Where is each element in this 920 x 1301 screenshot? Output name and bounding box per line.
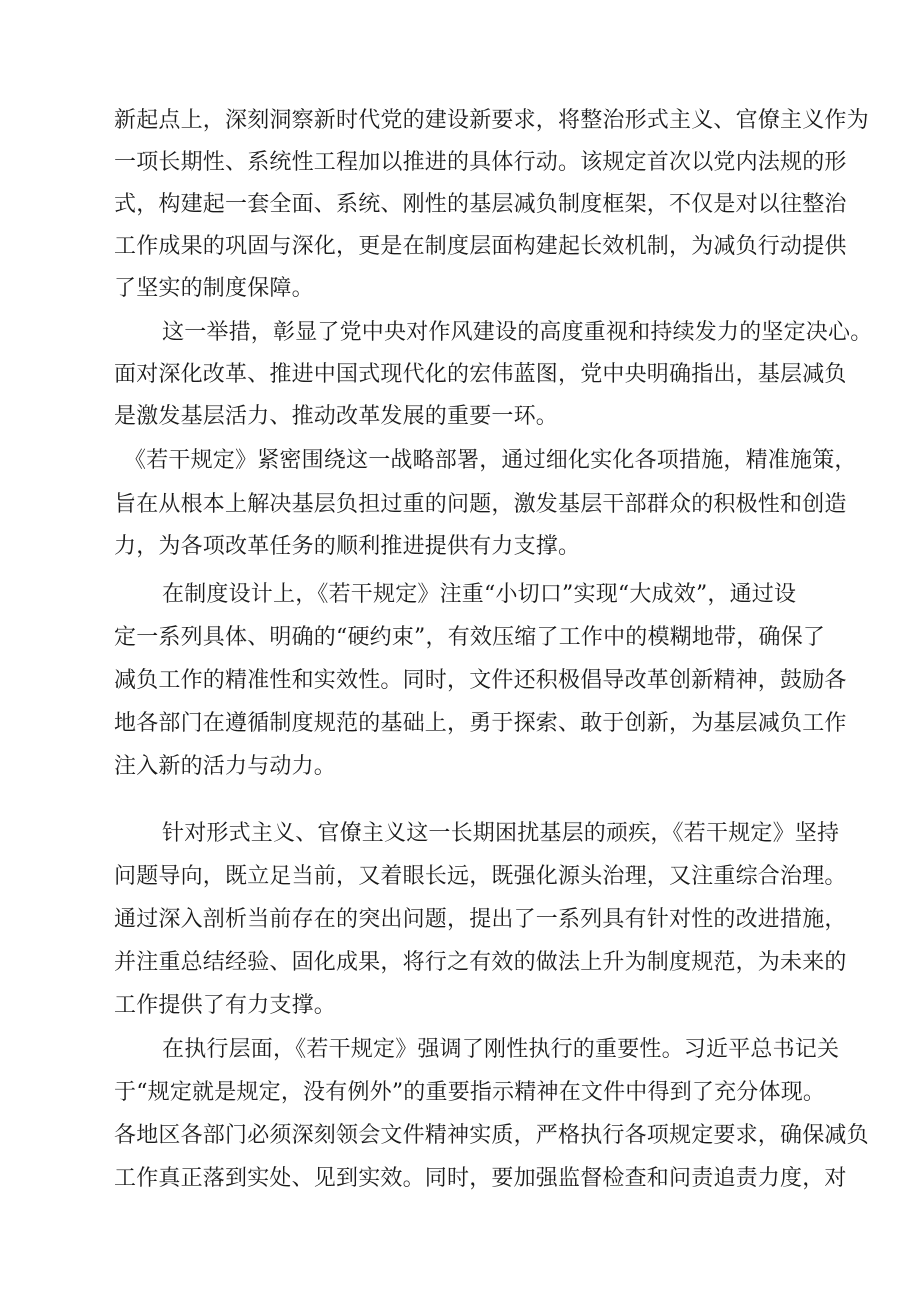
paragraph-1-line-3: 式，构建起一套全面、系统、刚性的基层减负制度框架，不仅是对以往整治 (114, 192, 847, 217)
paragraph-6-line-4: 工作真正落到实处、见到实效。同时，要加强监督检查和问责追责力度，对 (114, 1166, 847, 1191)
paragraph-4-line-5: 注入新的活力与动力。 (114, 754, 337, 779)
paragraph-3-line-2: 旨在从根本上解决基层负担过重的问题，激发基层干部群众的积极性和创造 (114, 492, 847, 517)
paragraph-4-line-3: 减负工作的精准性和实效性。同时，文件还积极倡导改革创新精神，鼓励各 (114, 668, 847, 693)
paragraph-3-line-3: 力，为各项改革任务的顺利推进提供有力支撑。 (114, 534, 581, 559)
paragraph-5-line-2: 问题导向，既立足当前，又着眼长远，既强化源头治理，又注重综合治理。 (114, 864, 847, 889)
paragraph-1-line-5: 了坚实的制度保障。 (114, 276, 314, 301)
paragraph-6-line-2: 于“规定就是规定，没有例外”的重要指示精神在文件中得到了充分体现。 (114, 1080, 826, 1105)
paragraph-5-line-4: 并注重总结经验、固化成果，将行之有效的做法上升为制度规范，为未来的 (114, 950, 847, 975)
paragraph-5-line-1: 针对形式主义、官僚主义这一长期困扰基层的顽疾，《若干规定》坚持 (162, 821, 840, 846)
paragraph-5-line-3: 通过深入剖析当前存在的突出问题，提出了一系列具有针对性的改进措施， (114, 907, 847, 932)
paragraph-1-line-1: 新起点上，深刻洞察新时代党的建设新要求，将整治形式主义、官僚主义作为 (114, 108, 869, 133)
paragraph-1-line-4: 工作成果的巩固与深化，更是在制度层面构建起长效机制，为减负行动提供 (114, 234, 847, 259)
paragraph-2-line-3: 是激发基层活力、推动改革发展的重要一环。 (114, 404, 559, 429)
paragraph-2-line-1: 这一举措，彰显了党中央对作风建设的高度重视和持续发力的坚定决心。 (162, 320, 873, 345)
paragraph-4-line-1: 在制度设计上，《若干规定》注重“小切口”实现“大成效”，通过设 (162, 582, 797, 607)
paragraph-6-line-3: 各地区各部门必须深刻领会文件精神实质，严格执行各项规定要求，确保减负 (114, 1123, 869, 1148)
paragraph-2-line-2: 面对深化改革、推进中国式现代化的宏伟蓝图，党中央明确指出，基层减负 (114, 362, 847, 387)
paragraph-6-line-1: 在执行层面，《若干规定》强调了刚性执行的重要性。习近平总书记关 (162, 1037, 840, 1062)
paragraph-3-line-1: 《若干规定》紧密围绕这一战略部署，通过细化实化各项措施，精准施策， (124, 448, 857, 473)
paragraph-4-line-2: 定一系列具体、明确的“硬约束”，有效压缩了工作中的模糊地带，确保了 (114, 625, 826, 650)
paragraph-1-line-2: 一项长期性、系统性工程加以推进的具体行动。该规定首次以党内法规的形 (114, 150, 847, 175)
paragraph-4-line-4: 地各部门在遵循制度规范的基础上，勇于探索、敢于创新，为基层减负工作 (114, 711, 847, 736)
paragraph-5-line-5: 工作提供了有力支撑。 (114, 993, 337, 1018)
